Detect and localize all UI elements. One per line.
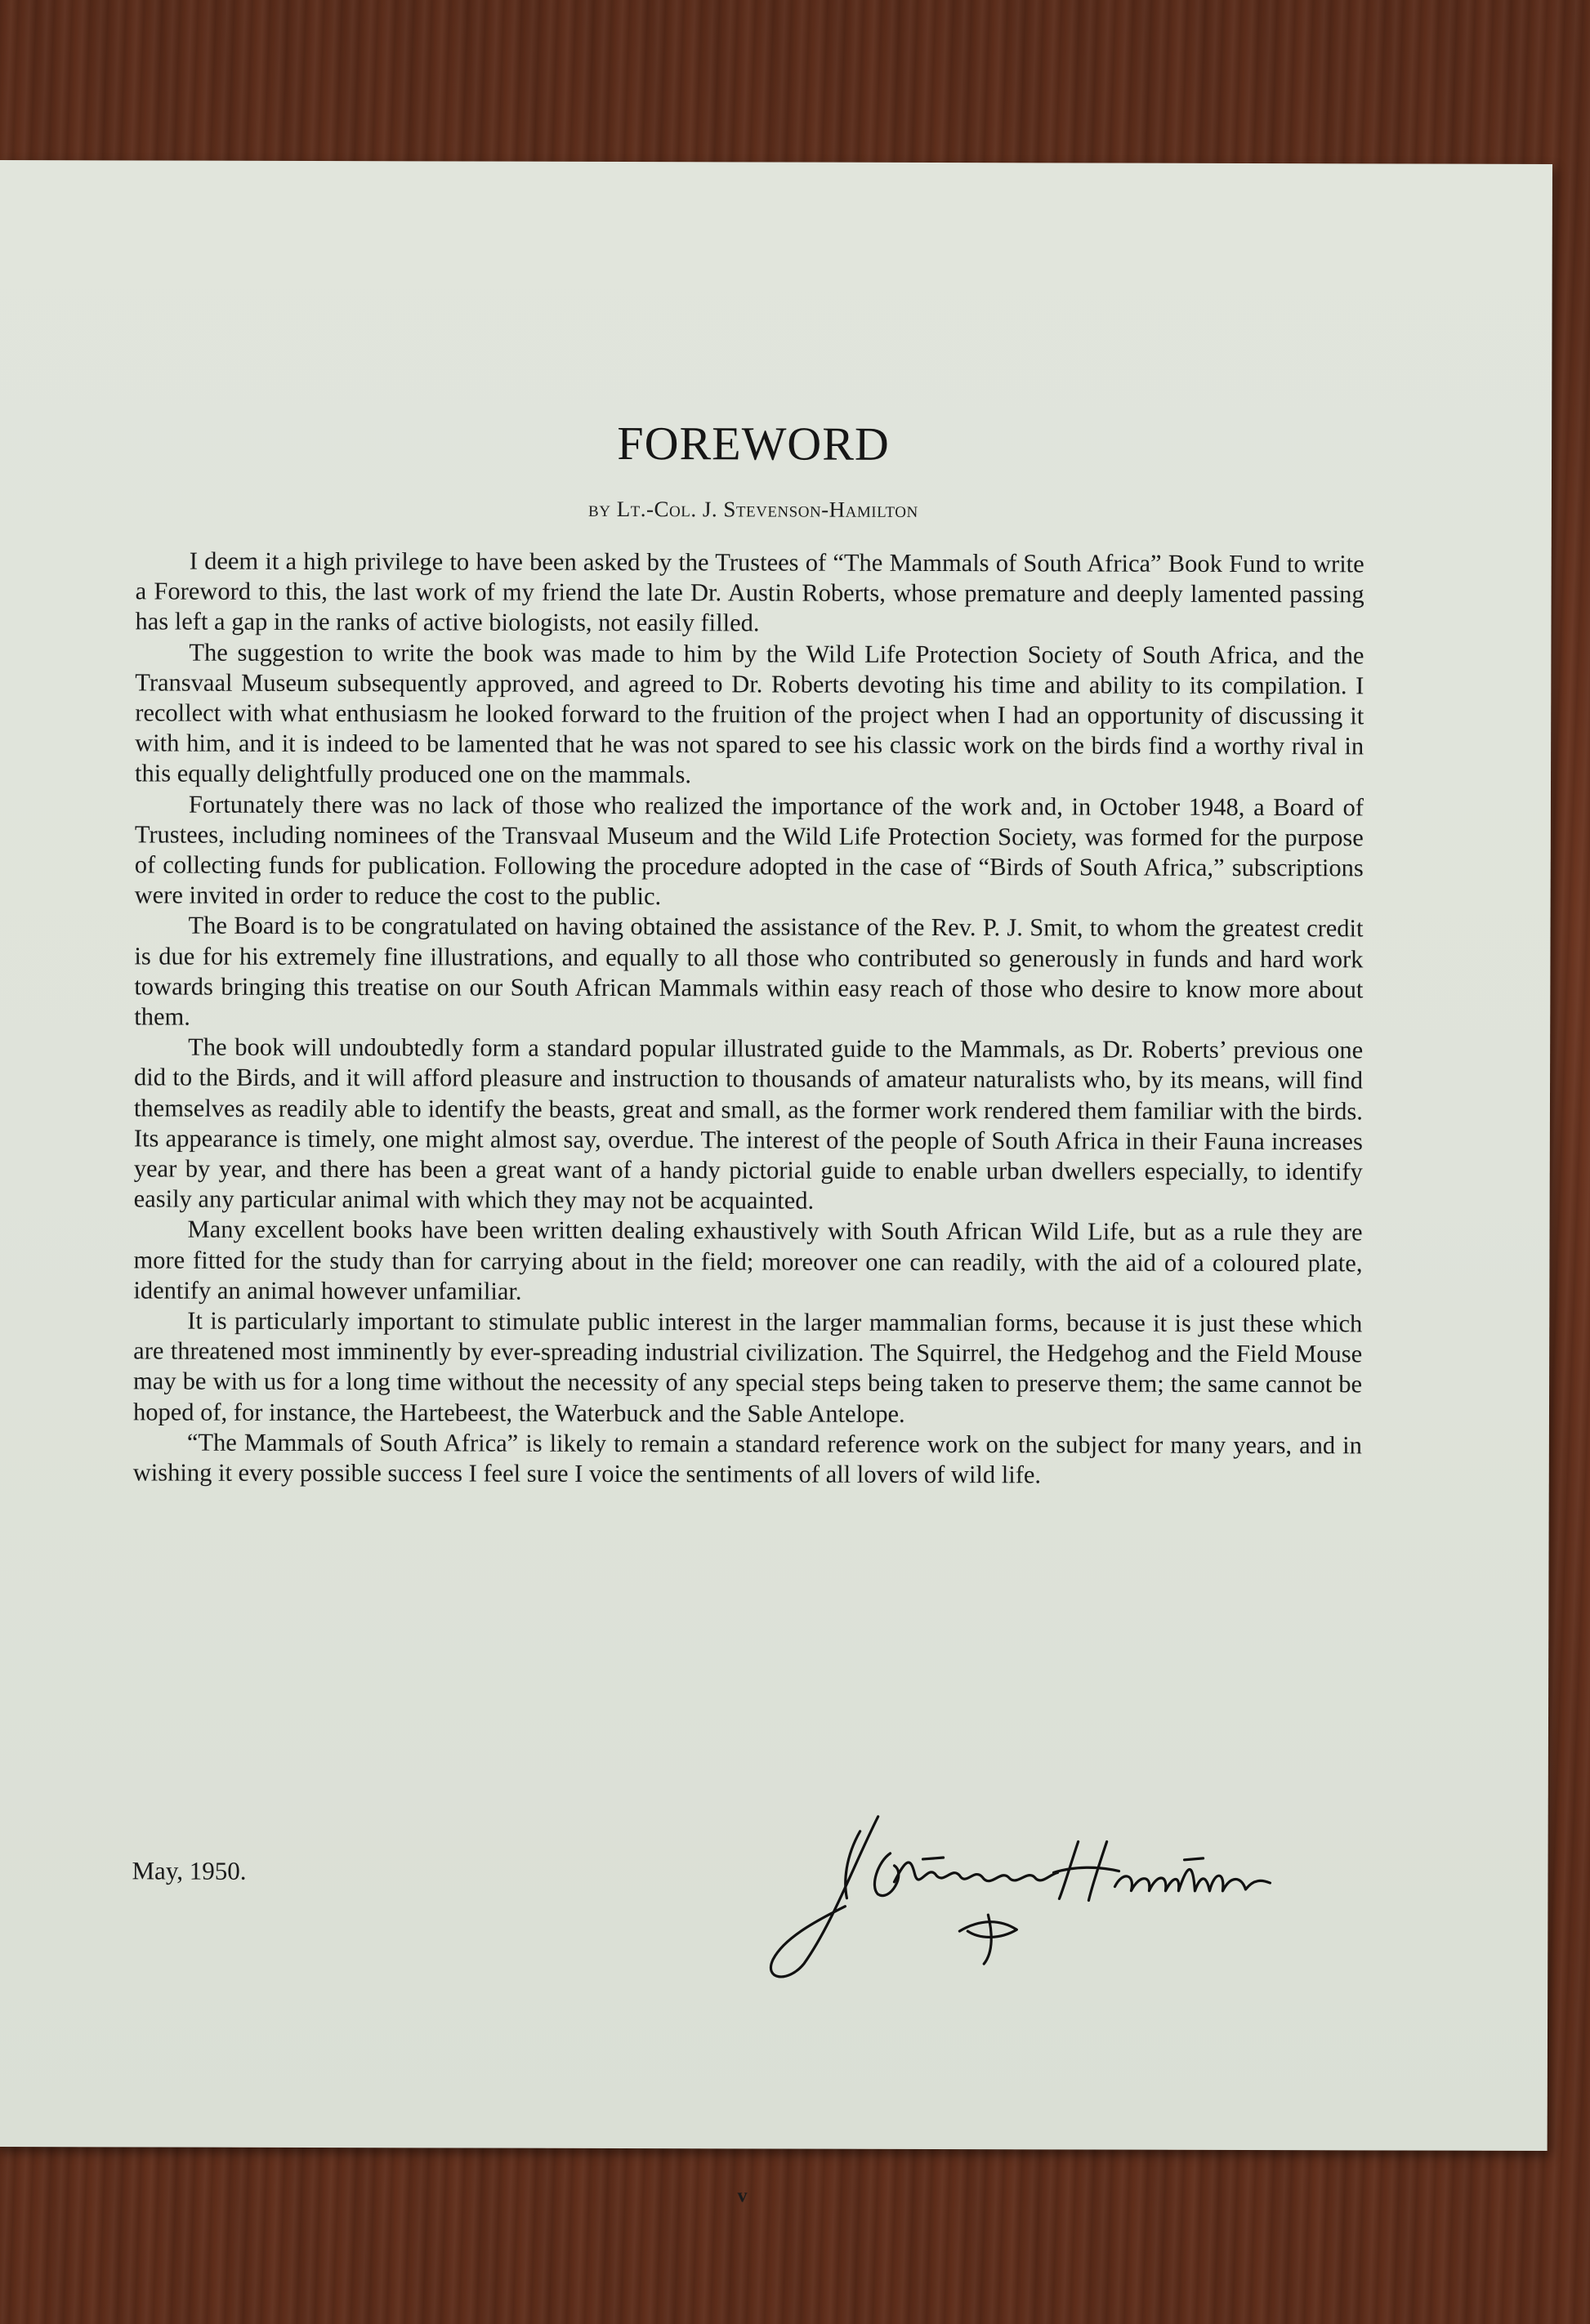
handwritten-signature	[755, 1808, 1295, 1989]
paragraph: It is particularly important to stimulate public interest in the larger mammalian forms, because it is just these which are threatened most imminently by ever-spreading industrial civilization. The Squirrel, the Hedgehog and the Field Mouse may be with us for a long time without the necessity of any special steps being taken to preserve them; the same cannot be hoped of, for instance, the Hartebeest, the Waterbuck and the Sable Antelope.	[132, 1306, 1363, 1428]
paragraph: “The Mammals of South Africa” is likely to remain a standard reference work on the subject for many years, and in wishing it every possible success I feel sure I voice the sentiments of all lovers of wild life.	[132, 1428, 1362, 1489]
date-line: May, 1950.	[132, 1856, 247, 1885]
book-page	[0, 160, 1552, 2207]
author-byline: by Lt.-Col. J. Stevenson-Hamilton	[588, 496, 918, 522]
paragraph: The book will undoubtedly form a standard popular illustrated guide to the Mammals, as Dr. Roberts’ previous one did to the Birds, and it will afford pleasure and instruction to thousands of amateur naturalists who, by its means, will find themselves as readily able to identify the beasts, great and small, as the former work rendered them familiar with the birds. Its appearance is timely, one might almost say, overdue. The interest of the people of South Africa in their Fauna increases year by year, and there has been a great want of a handy pictorial guide to enable urban dwellers especially, to identify easily any particular animal with which they may not be acquainted.	[133, 1033, 1364, 1215]
paragraph: Many excellent books have been written dealing exhaustively with South African Wild Life, but as a rule they are more fitted for the study than for carrying about in the field; moreover one can readily, with the aid of a coloured plate, identify an animal however unfamiliar.	[133, 1216, 1363, 1305]
paragraph: I deem it a high privilege to have been asked by the Trustees of “The Mammals of South Africa” Book Fund to write a Foreword to this, the last work of my friend the late Dr. Austin Roberts, whose premature and deeply lamented passing has left a gap in the ranks of active biologists, not easily filled.	[135, 546, 1364, 637]
foreword-body	[133, 546, 1364, 1491]
paragraph: The Board is to be congratulated on having obtained the assistance of the Rev. P. J. Smit, to whom the greatest credit is due for his extremely fine illustrations, and equally to all those who contributed so generously in funds and hard work towards bringing this treatise on our South African Mammals within easy reach of those who desire to know more about them.	[134, 912, 1364, 1031]
paragraph: Fortunately there was no lack of those who realized the importance of the work and, in October 1948, a Board of Trustees, including nominees of the Transvaal Museum and the Wild Life Protection Society, was formed for the purpose of collecting funds for publication. Following the procedure adopted in the case of “Birds of South Africa,” subscriptions were invited in order to reduce the cost to the public.	[134, 790, 1364, 911]
paragraph: The suggestion to write the book was made to him by the Wild Life Protection Society of South Africa, and the Transvaal Museum subsequently approved, and agreed to Dr. Roberts devoting his time and ability to its compilation. I recollect with what enthusiasm he looked forward to the fruition of the project when I had an opportunity of discussing it with him, and it is indeed to be lamented that he was not spared to see his classic work on the birds find a worthy rival in this equally delightfully produced one on the mammals.	[134, 638, 1364, 789]
page-number: v	[737, 2185, 748, 2207]
page-title: FOREWORD	[617, 416, 890, 471]
